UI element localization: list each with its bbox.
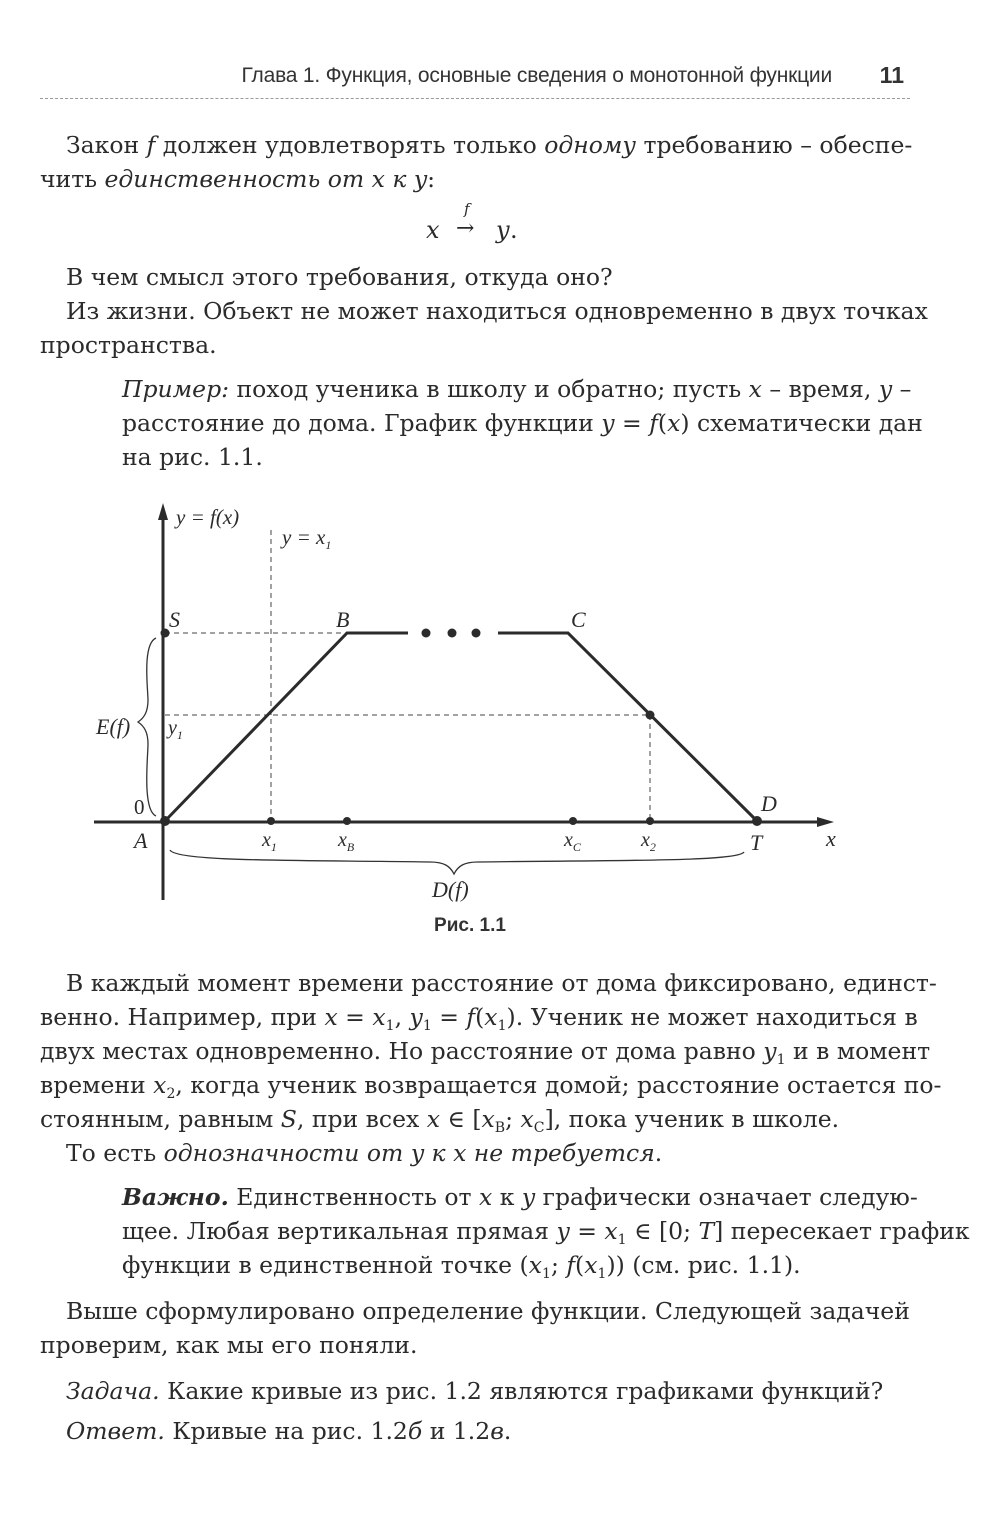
graph-C-D bbox=[498, 633, 757, 821]
important-block: Важно. Единственность от x к y графически означает следую- щее. Любая вертикальная прямая $y = x_1$ ∈ [0; T] пересекает график функции в единственной точке ($x_1$; $f(x_1)$) (см. рис. 1.1). bbox=[122, 1183, 970, 1282]
label-T: T bbox=[750, 830, 763, 855]
paragraph-no-uniqueness: То есть однозначности от y к x не требуется. bbox=[66, 1139, 663, 1167]
paragraph-law bbox=[66, 128, 913, 162]
paragraph-definition-cont: проверим, как мы его поняли. bbox=[40, 1331, 418, 1359]
point-xC bbox=[569, 817, 577, 825]
task-line: Задача. Какие кривые из рис. 1.2 являются графиками функций? bbox=[66, 1377, 884, 1405]
point-return bbox=[646, 711, 655, 720]
paragraph-definition: Выше сформулировано определение функции. Следующей задачей bbox=[66, 1297, 910, 1325]
paragraph-life: Из жизни. Объект не может находиться одновременно в двух точках bbox=[66, 297, 928, 325]
formula-arrow: → bbox=[456, 216, 475, 241]
ellipsis-dot bbox=[448, 629, 457, 638]
label-xC: $x_C$ bbox=[564, 829, 581, 854]
paragraph-life-cont: пространства. bbox=[40, 331, 217, 359]
formula-y: y bbox=[496, 216, 510, 244]
label-y1: $y_1$ bbox=[168, 717, 183, 742]
vline-label: $y = x_1$ bbox=[282, 525, 332, 552]
graph-rise-A-B bbox=[165, 633, 408, 821]
point-x2 bbox=[646, 817, 654, 825]
point-xB bbox=[343, 817, 351, 825]
paragraph-line: Закон f должен удовлетворять только одному требованию – обеспе- bbox=[66, 131, 913, 159]
figure-1-1 bbox=[80, 500, 860, 910]
answer-line: Ответ. Кривые на рис. 1.2б и 1.2в. bbox=[66, 1417, 512, 1445]
point-x1 bbox=[267, 817, 275, 825]
paragraph-explanation-cont: венно. Например, при $x = x_1$, $y_1 = f(x_1)$. Ученик не может находиться в двух местах одновременно. Но расстояние от дома равно $y_1$ и в момент времени $x_2$, когда ученик возвращается домой; расстояние остается по- стоянным, равным S, при всех x ∈ [$x_B$; $x_C$], пока ученик в школе. bbox=[40, 1003, 942, 1136]
paragraph-question: В чем смысл этого требования, откуда оно? bbox=[66, 263, 613, 291]
domain-brace bbox=[170, 850, 744, 874]
y-axis-arrow bbox=[158, 503, 168, 520]
label-x2: $x_2$ bbox=[641, 829, 656, 854]
formula-dot: . bbox=[510, 216, 518, 244]
range-brace bbox=[138, 638, 156, 816]
label-A: A bbox=[134, 828, 148, 853]
ellipsis-dot bbox=[472, 629, 481, 638]
label-C: C bbox=[571, 607, 586, 632]
point-D bbox=[752, 816, 762, 826]
chapter-title: Глава 1. Функция, основные сведения о монотонной функции bbox=[241, 64, 832, 87]
label-B: B bbox=[336, 607, 350, 632]
label-xB: $x_B$ bbox=[338, 829, 355, 854]
example-block: Пример: поход ученика в школу и обратно; пусть x – время, y – расстояние до дома. График функции y = f(x) схематически дан на рис. 1.1. bbox=[122, 375, 923, 471]
label-E-f: E(f) bbox=[96, 714, 131, 739]
paragraph-explanation: В каждый момент времени расстояние от дома фиксировано, единст- bbox=[66, 969, 937, 997]
label-S: S bbox=[169, 607, 180, 632]
ellipsis-dot bbox=[422, 629, 431, 638]
running-header bbox=[40, 58, 910, 99]
point-A bbox=[160, 816, 170, 826]
y-axis-label: y = f(x) bbox=[176, 505, 240, 529]
label-x1: $x_1$ bbox=[262, 829, 277, 854]
label-zero: 0 bbox=[134, 795, 145, 819]
label-D-f: D(f) bbox=[432, 877, 469, 902]
x-axis-label: x bbox=[826, 826, 836, 851]
label-D: D bbox=[761, 791, 777, 816]
page-number: 11 bbox=[879, 62, 904, 88]
paragraph-law-cont: чить единственность от x к y: bbox=[40, 165, 436, 193]
mapping-formula bbox=[420, 200, 540, 250]
formula-f: f bbox=[464, 200, 470, 218]
formula-x: x bbox=[426, 216, 440, 244]
figure-caption: Рис. 1.1 bbox=[434, 915, 506, 936]
